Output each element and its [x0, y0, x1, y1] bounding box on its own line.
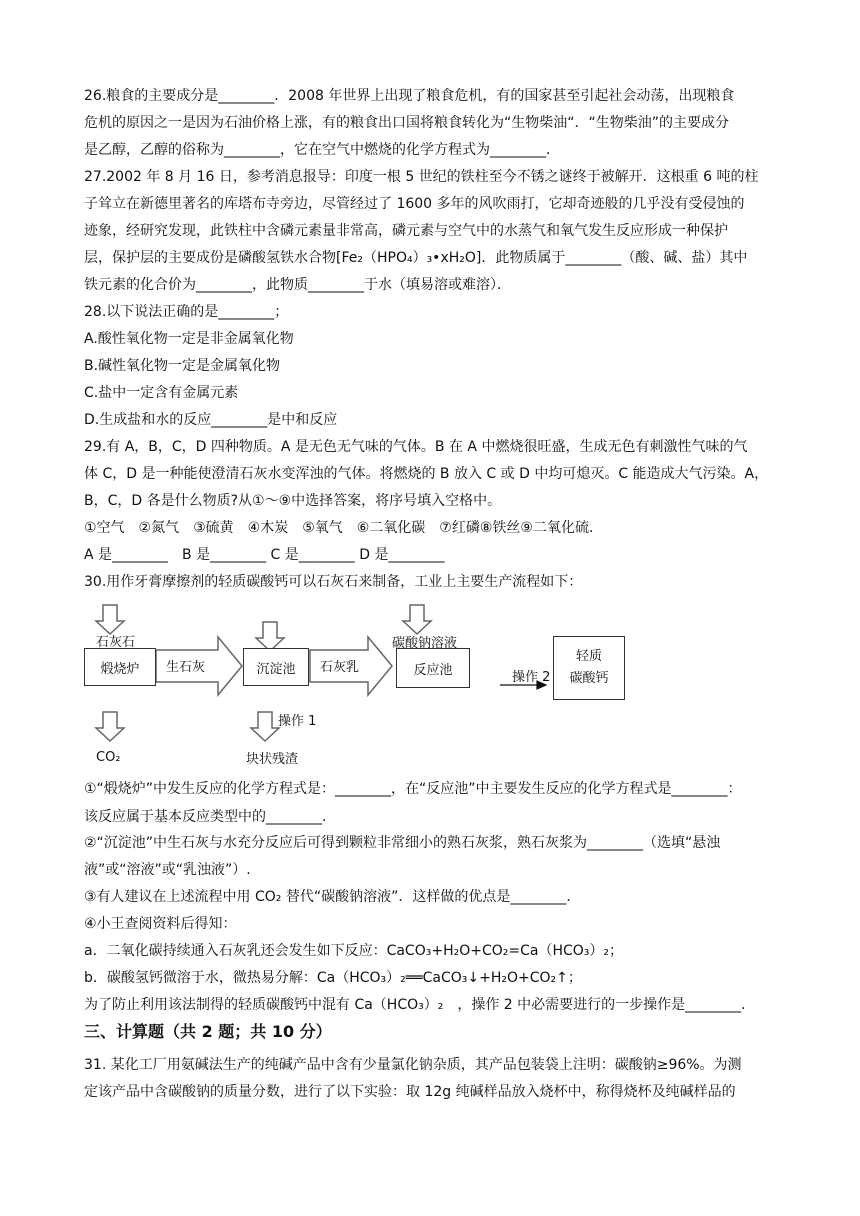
- op1-label: 操作 1: [278, 714, 317, 729]
- text-line: 27.2002 年 8 月 16 日，参考消息报导：印度一根 5 世纪的铁柱至今不锈之谜终于被解开．这根重 6 吨的柱: [84, 169, 759, 185]
- text-line: ①空气 ②氮气 ③硫黄 ④木炭 ⑤氧气 ⑥二氧化碳 ⑦红磷⑧铁丝⑨二氧化硫.: [84, 520, 594, 536]
- text-line: 定该产品中含碳酸钠的质量分数，进行了以下实验：取 12g 纯碱样品放入烧杯中，称得烧杯及纯碱样品的: [84, 1084, 736, 1100]
- na2co3-label: 碳酸钠溶液: [392, 636, 458, 651]
- co2-label: CO₂: [96, 750, 121, 765]
- text-line: b．碳酸氢钙微溶于水，微热易分解：Ca（HCO₃）₂══CaCO₃↓+H₂O+CO₂↑；: [84, 970, 582, 986]
- text-line: ①“煅烧炉”中发生反应的化学方程式是：________，在“反应池”中主要发生反应的化学方程式是________：: [84, 781, 742, 797]
- text-line: A.酸性氧化物一定是非金属氧化物: [84, 331, 294, 347]
- section-heading: 三、计算题（共 2 题；共 10 分）: [84, 1022, 332, 1041]
- text-line: 危机的原因之一是因为石油价格上涨，有的粮食出口国将粮食转化为“生物柴油“．“生物柴油”的主要成分: [84, 115, 730, 131]
- text-line: ④小王查阅资料后得知：: [84, 916, 237, 932]
- text-line: 是乙醇，乙醇的俗称为________，它在空气中燃烧的化学方程式为________．: [84, 142, 560, 158]
- text-line: B，C，D 各是什么物质?从①～⑨中选择答案，将序号填入空格中。: [84, 493, 502, 509]
- text-line: 26.粮食的主要成分是________．2008 年世界上出现了粮食危机，有的国家甚至引起社会动荡，出现粮食: [84, 88, 735, 104]
- residue-label: 块状残渣: [246, 752, 299, 767]
- settling-box: [243, 648, 309, 686]
- limemilk-label: 石灰乳: [320, 660, 360, 675]
- text-line: ③有人建议在上述流程中用 CO₂ 替代“碳酸钠溶液”．这样做的优点是________．: [84, 889, 581, 905]
- text-line: 子耸立在新德里著名的库塔布寺旁边，尽管经过了 1600 多年的风吹雨打，它却奇迹般的几乎没有受侵蚀的: [84, 196, 745, 212]
- text-line: 迹象，经研究发现，此铁柱中含磷元素量非常高，磷元素与空气中的水蒸气和氧气发生反应形成一种保护: [84, 223, 728, 239]
- text-line: 层，保护层的主要成份是磷酸氢铁水合物[Fe₂（HPO₄）₃•xH₂O]．此物质属于________（酸、碱、盐）其中: [84, 250, 748, 266]
- text-line: 31. 某化工厂用氨碱法生产的纯碱产品中含有少量氯化钠杂质，其产品包装袋上注明：碳酸钠≥96%。为测: [84, 1057, 742, 1073]
- text-line: 该反应属于基本反应类型中的________.: [84, 809, 327, 825]
- text-line: 30.用作牙膏摩擦剂的轻质碳酸钙可以石灰石来制备，工业上主要生产流程如下：: [84, 574, 583, 590]
- op2-label: 操作 2: [512, 670, 551, 685]
- text-line: C.盐中一定含有金属元素: [84, 385, 239, 401]
- limestone-label: 石灰石: [96, 635, 136, 650]
- text-line: D.生成盐和水的反应________是中和反应: [84, 412, 338, 428]
- input-arrow-reactor: [403, 605, 431, 634]
- input-arrow-furnace: [96, 605, 124, 634]
- product-box: [553, 636, 625, 700]
- text-line: 铁元素的化合价为________，此物质________于水（填易溶或难溶）．: [84, 277, 511, 293]
- text-line: 体 C，D 是一种能使澄清石灰水变浑浊的气体。将燃烧的 B 放入 C 或 D 中均可熄灭。C 能造成大气污染。A，: [84, 466, 769, 482]
- text-line: 为了防止利用该法制得的轻质碳酸钙中混有 Ca（HCO₃）₂ ，操作 2 中必需要进行的一步操作是________．: [84, 997, 756, 1013]
- reactor-box: [396, 648, 470, 688]
- furnace-box: [84, 648, 156, 686]
- reactor-label: 反应池: [413, 662, 453, 678]
- quicklime-label: 生石灰: [166, 660, 206, 675]
- text-line: 29.有 A，B，C，D 四种物质。A 是无色无气味的气体。B 在 A 中燃烧很旺盛，生成无色有刺激性气味的气: [84, 439, 748, 455]
- product-label: 轻质 碳酸钙: [569, 649, 609, 686]
- output-arrow-residue: [251, 712, 279, 741]
- settling-label: 沉淀池: [256, 661, 296, 677]
- text-line: a．二氧化碳持续通入石灰乳还会发生如下反应：CaCO₃+H₂O+CO₂=Ca（HCO₃）₂；: [84, 943, 623, 959]
- text-line: 28.以下说法正确的是________；: [84, 304, 289, 320]
- output-arrow-co2: [96, 712, 124, 741]
- text-line: 液”或“溶液”或“乳浊液”）.: [84, 862, 251, 878]
- text-line: B.碱性氧化物一定是金属氧化物: [84, 358, 281, 374]
- text-line: A 是________ B 是________ C 是________ D 是________: [84, 547, 445, 563]
- furnace-label: 煅烧炉: [100, 661, 140, 677]
- input-arrow-settling: [256, 622, 284, 651]
- text-line: ②“沉淀池”中生石灰与水充分反应后可得到颗粒非常细小的熟石灰浆，熟石灰浆为________（选填“悬浊: [84, 835, 721, 851]
